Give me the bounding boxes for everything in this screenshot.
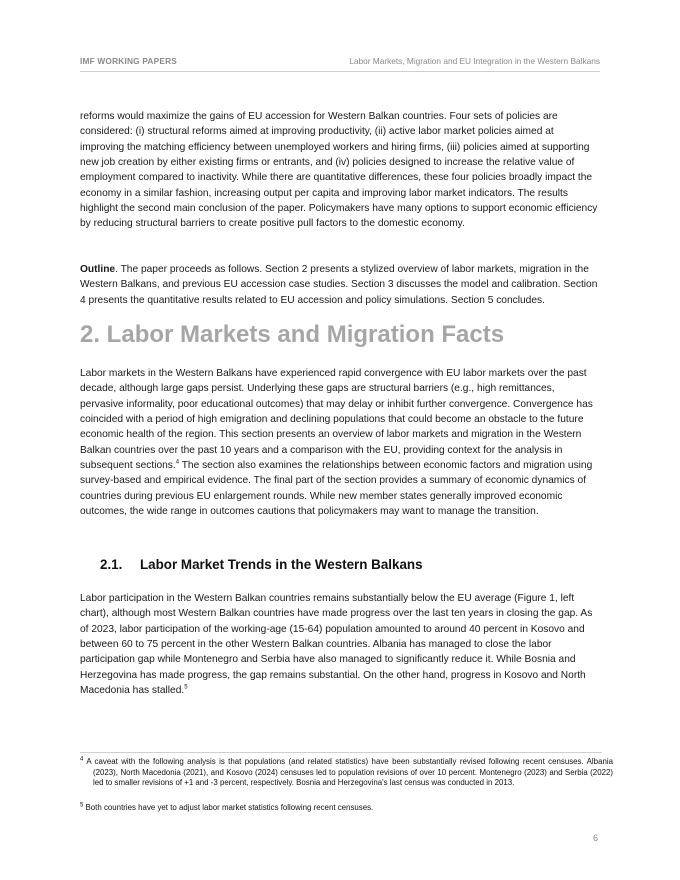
section-intro-text: Labor markets in the Western Balkans have experienced rapid convergence with EU labor markets over the past decade, although large gaps persist. Underlying these gaps are structural barriers (e.g., high remittances, pervasive informality, poor educational outcomes) that may delay or inhibit further convergence. Convergence has coincided with a period of high emigration and declining populations that could become an obstacle to the future economic health of the region. This section presents an overview of labor markets and migration in the Western Balkan countries over the past 10 years and a comparison with the EU, providing context for the analysis in subsequent sections.	[80, 368, 593, 472]
section-intro-text-cont: The section also examines the relationships between economic factors and migration using survey-based and empirical evidence. The final part of the section provides a summary of economic dynamics of countries during previous EU enlargement rounds. While new member states generally improved economic outcomes, the wide range in outcomes cautions that policymakers may want to manage the transition.	[80, 460, 593, 518]
footnote-5-text: Both countries have yet to adjust labor market statistics following recent censuses.	[83, 803, 374, 812]
series-title: IMF WORKING PAPERS	[80, 56, 178, 66]
footnote-ref-5[interactable]: 5	[184, 684, 188, 691]
paragraph-section-intro	[80, 366, 600, 519]
footnote-5	[80, 803, 600, 814]
outline-text: . The paper proceeds as follows. Section 2 presents a stylized overview of labor markets, migration in the Western Balkans, and previous EU accession case studies. Section 3 discusses the model and calibration. Section 4 presents the quantitative results related to EU accession and policy simulations. Section 5 concludes.	[80, 264, 598, 306]
header-divider	[80, 71, 600, 72]
footnote-ref-4[interactable]: 4	[175, 459, 180, 466]
labor-participation-text: Labor participation in the Western Balkan countries remains substantially below the EU average (Figure 1, left chart), although most Western Balkan countries have made progress over the last ten years in closing the gap. As of 2023, labor participation of the working-age (15-64) population amounted to around 40 percent in Kosovo and between 60 to 75 percent in the other Western Balkan countries. Albania has managed to close the labor participation gap while Montenegro and Serbia have also managed to significantly reduce it. While Bosnia and Herzegovina has made progress, the gap remains substantial. On the other hand, progress in Kosovo and North Macedonia has stalled.	[80, 593, 593, 697]
footnote-mark-4: 4	[80, 756, 84, 763]
paper-title: Labor Markets, Migration and EU Integration in the Western Balkans	[349, 56, 600, 66]
outline-label: Outline	[80, 264, 116, 275]
footnote-4-text: A caveat with the following analysis is that populations (and related statistics) have been substantially revised following recent censuses. Albania (2023), North Macedonia (2021), and Kosovo (2024) censuses led to population revisions of over 10 percent. Montenegro (2023) and Serbia (2022) led to smaller revisions of +1 and -3 percent, respectively. Bosnia and Herzegovina's last census was conducted in 2013.	[83, 757, 613, 788]
paragraph-outline	[80, 262, 600, 308]
subsection-number: 2.1.	[100, 557, 123, 572]
paragraph-policies: reforms would maximize the gains of EU accession for Western Balkan countries. Four sets of policies are considered: (i) structural reforms aimed at improving productivity, (ii) active labor market policies aimed at improving the matching efficiency between unemployed workers and hiring firms, (iii) policies aimed at supporting new job creation by either existing firms or entrants, and (iv) policies designed to increase the relative value of employment compared to inactivity. While there are quantitative differences, these four policies broadly impact the economy in a similar fashion, increasing output per capita and improving labor market indicators. The results highlight the second main conclusion of the paper. Policymakers have many options to support economic efficiency by reducing structural barriers to create positive pull factors to the domestic economy.	[80, 111, 598, 230]
section-title: 2. Labor Markets and Migration Facts	[80, 321, 505, 348]
footnote-divider	[80, 752, 602, 753]
footnote-4	[80, 757, 613, 789]
subsection-heading: Labor Market Trends in the Western Balkans	[140, 557, 423, 572]
page-number: 6	[592, 833, 598, 843]
subsection-title	[100, 557, 423, 572]
paragraph-labor-participation	[80, 591, 600, 698]
footnote-mark-5: 5	[80, 802, 84, 809]
